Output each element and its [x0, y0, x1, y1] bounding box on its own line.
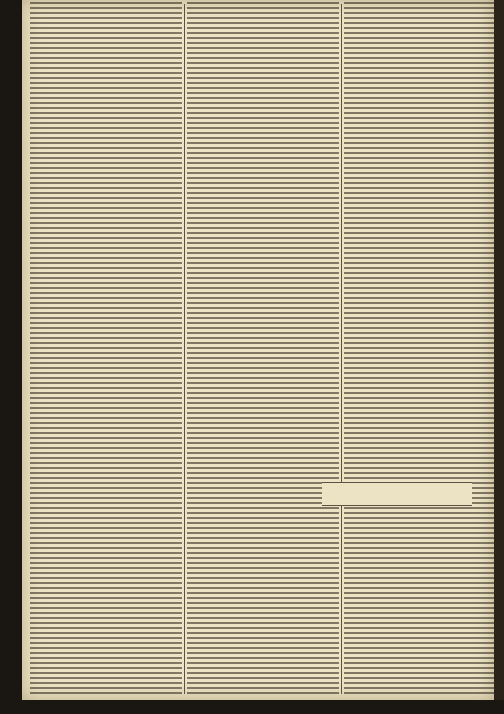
binding-margin	[0, 0, 22, 714]
column-2-text	[187, 2, 339, 696]
page-bottom-edge	[0, 700, 504, 714]
column-3-text	[344, 2, 496, 696]
column-rule	[184, 4, 185, 694]
column-rule	[341, 4, 342, 694]
column-1-text	[30, 2, 182, 696]
text-column-1	[30, 2, 182, 696]
newspaper-page	[22, 0, 494, 700]
text-column-3	[344, 2, 496, 696]
text-column-2	[187, 2, 339, 696]
page-edge	[494, 0, 504, 714]
section-heading	[322, 482, 472, 506]
